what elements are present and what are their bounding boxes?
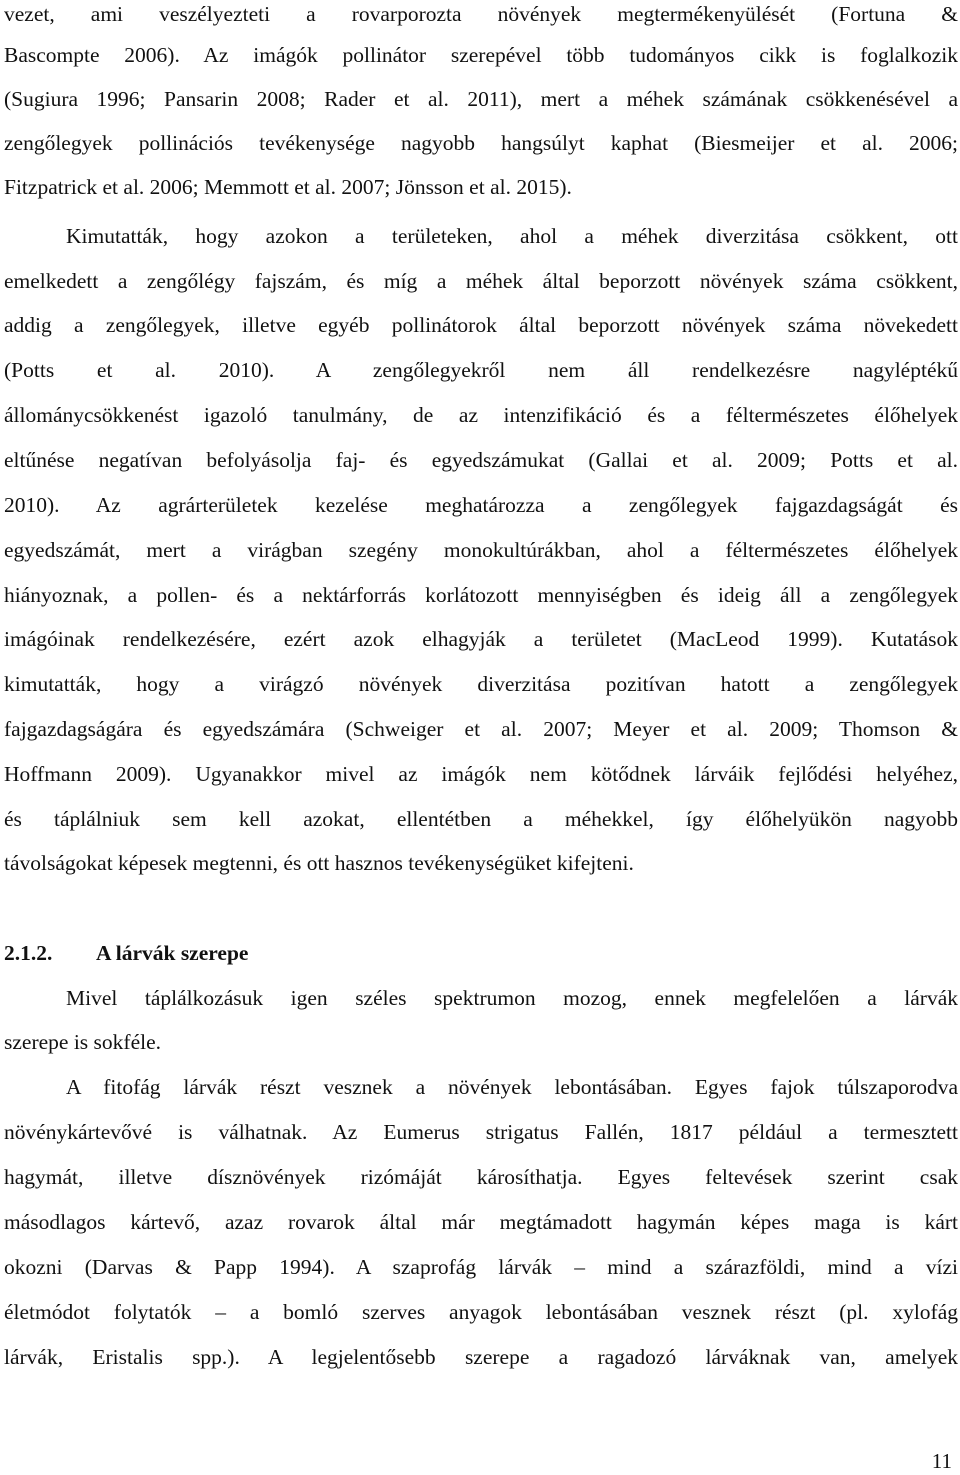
paragraph-2-line-4: (Potts et al. 2010). A zengőlegyekről nem áll rendelkezésre nagyléptékű [4, 358, 958, 382]
paragraph-3-line-2: szerepe is sokféle. [4, 1030, 161, 1054]
paragraph-2-line-14: és táplálniuk sem kell azokat, ellentétben a méhekkel, így élőhelyükön nagyobb [4, 807, 958, 831]
section-number: 2.1.2. [4, 941, 53, 965]
paragraph-2-line-15: távolságokat képesek megtenni, és ott hasznos tevékenységüket kifejteni. [4, 851, 634, 875]
paragraph-2-line-5: állománycsökkenést igazoló tanulmány, de az intenzifikáció és a féltermészetes élőhelyek [4, 403, 958, 427]
paragraph-2-line-8: egyedszámát, mert a virágban szegény monokultúrákban, ahol a féltermészetes élőhelyek [4, 538, 958, 562]
section-title: A lárvák szerepe [96, 941, 249, 965]
page-number: 11 [931, 1449, 952, 1473]
paragraph-4-line-6: életmódot folytatók – a bomló szerves anyagok lebontásában vesznek részt (pl. xylofág [4, 1300, 958, 1324]
paragraph-2-line-9: hiányoznak, a pollen- és a nektárforrás korlátozott mennyiségben és ideig áll a zengőlegyek [4, 583, 958, 607]
paragraph-4-line-1: A fitofág lárvák részt vesznek a növények lebontásában. Egyes fajok túlszaporodva [66, 1075, 958, 1099]
paragraph-2-line-3: addig a zengőlegyek, illetve egyéb pollinátorok által beporzott növények száma növekedett [4, 313, 958, 337]
paragraph-2-line-7: 2010). Az agrárterületek kezelése meghatározza a zengőlegyek fajgazdagságát és [4, 493, 958, 517]
section-heading [4, 938, 248, 968]
paragraph-4-line-7: lárvák, Eristalis spp.). A legjelentősebb szerepe a ragadozó lárváknak van, amelyek [4, 1345, 958, 1369]
paragraph-1-line-3: (Sugiura 1996; Pansarin 2008; Rader et al. 2011), mert a méhek számának csökkenésével a [4, 87, 958, 111]
paragraph-1-line-4: zengőlegyek pollinációs tevékenysége nagyobb hangsúlyt kaphat (Biesmeijer et al. 2006; [4, 131, 958, 155]
paragraph-4-line-4: másodlagos kártevő, azaz rovarok által már megtámadott hagymán képes maga is kárt [4, 1210, 958, 1234]
paragraph-2-line-10: imágóinak rendelkezésére, ezért azok elhagyják a területet (MacLeod 1999). Kutatások [4, 627, 958, 651]
paragraph-2-line-1: Kimutatták, hogy azokon a területeken, ahol a méhek diverzitása csökkent, ott [66, 224, 958, 248]
paragraph-2-line-12: fajgazdagságára és egyedszámára (Schweiger et al. 2007; Meyer et al. 2009; Thomson & [4, 717, 958, 741]
paragraph-1-line-2: Bascompte 2006). Az imágók pollinátor szerepével több tudományos cikk is foglalkozik [4, 43, 958, 67]
paragraph-1-line-5: Fitzpatrick et al. 2006; Memmott et al. 2007; Jönsson et al. 2015). [4, 175, 572, 199]
paragraph-2-line-11: kimutatták, hogy a virágzó növények diverzitása pozitívan hatott a zengőlegyek [4, 672, 958, 696]
paragraph-2-line-6: eltűnése negatívan befolyásolja faj- és egyedszámukat (Gallai et al. 2009; Potts et al. [4, 448, 958, 472]
paragraph-4-line-2: növénykártevővé is válhatnak. Az Eumerus strigatus Fallén, 1817 például a termesztett [4, 1120, 958, 1144]
paragraph-4-line-3: hagymát, illetve dísznövények rizómáját károsíthatja. Egyes feltevések szerint csak [4, 1165, 958, 1189]
paragraph-1-line-1: vezet, ami veszélyezteti a rovarporozta növények megtermékenyülését (Fortuna & [4, 2, 958, 26]
paragraph-3-line-1: Mivel táplálkozásuk igen széles spektrumon mozog, ennek megfelelően a lárvák [66, 986, 958, 1010]
paragraph-4-line-5: okozni (Darvas & Papp 1994). A szaprofág lárvák – mind a szárazföldi, mind a vízi [4, 1255, 958, 1279]
paragraph-2-line-13: Hoffmann 2009). Ugyanakkor mivel az imágók nem kötődnek lárváik fejlődési helyéhez, [4, 762, 958, 786]
paragraph-2-line-2: emelkedett a zengőlégy fajszám, és míg a méhek által beporzott növények száma csökkent, [4, 269, 958, 293]
